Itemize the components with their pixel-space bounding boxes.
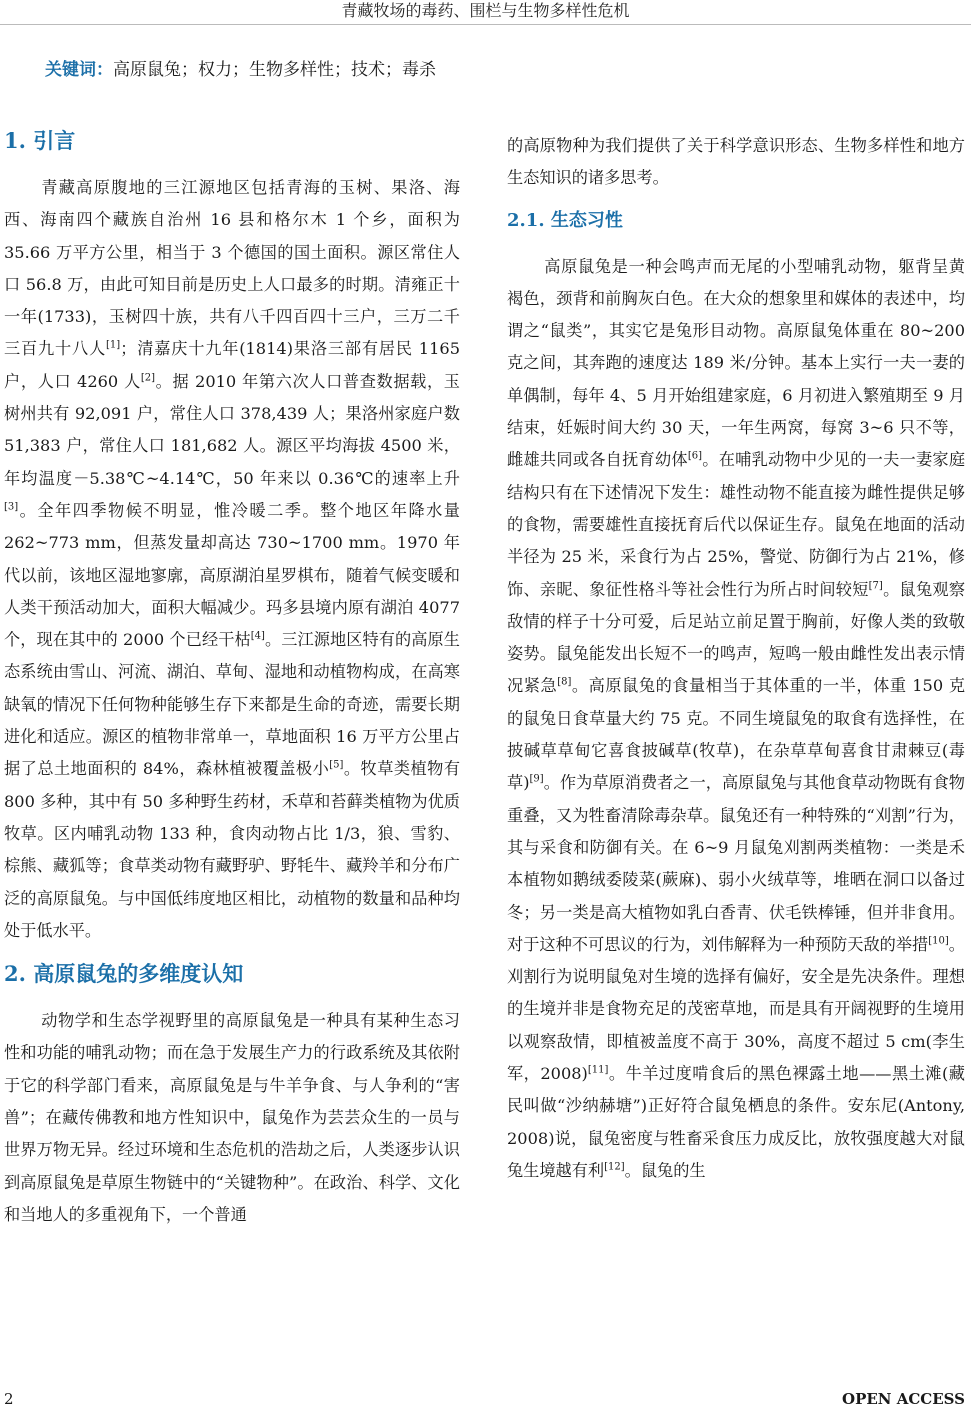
text-run: 。全年四季物候不明显，惟冷暖二季。整个地区年降水量 262~773 mm，但蒸发量却高达 730~1700 mm。1970 年代以前，该地区湿地寥廓，高原湖泊星罗棋布，随着气候变暖和人类干预活动加大，面积大幅减少。玛多县境内原有湖泊 4077 个，现在其中的 2000 个已经干枯 [4,500,460,650]
right-column [507,130,965,1187]
text-run: 。刈割行为说明鼠兔对生境的选择有偏好，安全是先决条件。理想的生境并非是食物充足的茂密草地，而是具有开阔视野的生境用以观察敌情，即植被盖度不高于 30%，高度不超过 5 cm(李生军，2008) [507,934,965,1084]
citation[interactable]: [5] [329,759,344,771]
running-header: 青藏牧场的毒药、围栏与生物多样性危机 [341,1,630,20]
citation[interactable]: [2] [140,372,155,384]
section2-paragraph: 动物学和生态学视野里的高原鼠兔是一种具有某种生态习性和功能的哺乳动物；而在急于发展生产力的行政系统及其依附于它的科学部门看来，高原鼠兔是与牛羊争食、与人争利的“害兽”；在藏传佛教和地方性知识中，鼠兔作为芸芸众生的一员与世界万物无异。经过环境和生态危机的浩劫之后，人类逐步认识到高原鼠兔是草原生物链中的“关键物种”。在政治、科学、文化和当地人的多重视角下，一个普通 [4,1011,460,1224]
intro-paragraph [4,172,460,947]
section-heading-pika-cognition: 2. 高原鼠兔的多维度认知 [4,961,244,987]
citation[interactable]: [6] [687,450,702,462]
subsection-heading-ecology: 2.1. 生态习性 [507,209,623,231]
section-heading-introduction: 1. 引言 [4,128,76,153]
citation[interactable]: [7] [868,580,883,592]
header-rule [0,24,971,25]
text-run: 高原鼠兔是一种会鸣声而无尾的小型哺乳动物，躯背呈黄褐色，颈背和前胸灰白色。在大众的想象里和媒体的表述中，均谓之“鼠类”，其实它是兔形目动物。高原鼠兔体重在 80~200 克之间，其奔跑的速度达 189 米/分钟。基本上实行一夫一妻的单偶制，每年 4、5 月开始组建家庭，6 月初进入繁殖期至 9 月结束，妊娠时间大约 30 天，一年生两窝，每窝 3~6 只不等，雌雄共同或各自抚育幼体 [507,256,965,470]
text-run: 。作为草原消费者之一，高原鼠兔与其他食草动物既有食物重叠，又为牲畜清除毒杂草。鼠兔还有一种特殊的“刈割”行为，其与采食和防御有关。在 6~9 月鼠兔刈割两类植物：一类是禾本植物如鹅绒委陵菜(蕨麻)、弱小火绒草等，堆晒在洞口以备过冬；另一类是高大植物如乳白香青、伏毛铁棒锤，但并非食用。对于这种不可思议的行为，刘伟解释为一种预防天敌的举措 [507,773,965,954]
text-run: 。据 2010 年第六次人口普查数据载，玉树州共有 92,091 户，常住人口 378,439 人；果洛州家庭户数 51,383 户，常住人口 181,682 人。源区平均海拔 4500 米，年均温度－5.38℃~4.14℃，50 年来以 0.36℃的速率上升 [4,371,460,488]
citation[interactable]: [8] [557,677,572,689]
ecology-paragraph [507,251,965,1188]
citation[interactable]: [4] [250,630,265,642]
keywords-label: 关键词： [45,60,113,80]
citation[interactable]: [1] [106,340,121,352]
text-run: 青藏高原腹地的三江源地区包括青海的玉树、果洛、海西、海南四个藏族自治州 16 县和格尔木 1 个乡，面积为 35.66 万平方公里，相当于 3 个德国的国土面积。源区常住人口 56.8 万，由此可知目前是历史上人口最多的时期。清雍正十一年(1733)，玉树四十族，共有八千四百四十三户，三万二千三百九十八人 [4,178,460,359]
text-run: ；清嘉庆十九年(1814)果洛三部有居民 1165 户，人口 4260 人 [4,339,461,391]
text-run: 。鼠兔的生 [624,1160,706,1180]
keywords [45,58,436,82]
open-access-label: OPEN ACCESS [842,1390,965,1408]
citation[interactable]: [11] [587,1064,609,1076]
text-run: 。在哺乳动物中少见的一夫一妻家庭结构只有在下述情况下发生：雄性动物不能直接为雌性提供足够的食物，需要雄性直接抚育后代以保证生存。鼠兔在地面的活动半径为 25 米，采食行为占 25%，警觉、防御行为占 21%，修饰、亲昵、象征性格斗等社会性行为所占时间较短 [507,450,966,599]
citation[interactable]: [10] [928,935,949,947]
page-number: 2 [4,1390,14,1408]
text-run: 。鼠兔观察敌情的样子十分可爱，后足站立前足置于胸前，好像人类的致敬姿势。鼠兔能发出长短不一的鸣声，短鸣一般由雌性发出表示情况紧急 [507,579,966,696]
left-column [4,128,460,1231]
text-run: 。三江源地区特有的高原生态系统由雪山、河流、湖泊、草甸、湿地和动植物构成，在高寒缺氧的情况下任何物种能够生存下来都是生命的奇迹，需要长期进化和适应。源区的植物非常单一，草地面积 16 万平方公里占据了总土地面积的 84%，森林植被覆盖极小 [4,630,460,779]
citation[interactable]: [9] [529,773,544,785]
citation[interactable]: [3] [4,501,19,513]
text-run: 。高原鼠兔的食量相当于其体重的一半，体重 150 克的鼠兔日食草量大约 75 克。不同生境鼠兔的取食有选择性，在披碱草草甸它喜食披碱草(牧草)，在杂草草甸喜食甘肃棘豆(毒草) [507,676,966,793]
text-run: 。牧草类植物有 800 多种，其中有 50 多种野生药材，禾草和苔藓类植物为优质牧草。区内哺乳动物 133 种，食肉动物占比 1/3，狼、雪豹、棕熊、藏狐等；食草类动物有藏野驴、野牦牛、藏羚羊和分布广泛的高原鼠兔。与中国低纬度地区相比，动植物的数量和品种均处于低水平。 [4,759,461,940]
keywords-text: 高原鼠兔；权力；生物多样性；技术；毒杀 [113,60,436,80]
citation[interactable]: [12] [604,1161,625,1173]
section2-paragraph-continued: 的高原物种为我们提供了关于科学意识形态、生物多样性和地方生态知识的诸多思考。 [507,136,965,188]
text-run: 。牛羊过度啃食后的黑色裸露土地——黑土滩(藏民叫做“沙纳赫塘”)正好符合鼠兔栖息的条件。安东尼(Antony, 2008)说，鼠兔密度与牲畜采食压力成反比，放牧强度越大对鼠兔生境越有利 [507,1064,965,1180]
